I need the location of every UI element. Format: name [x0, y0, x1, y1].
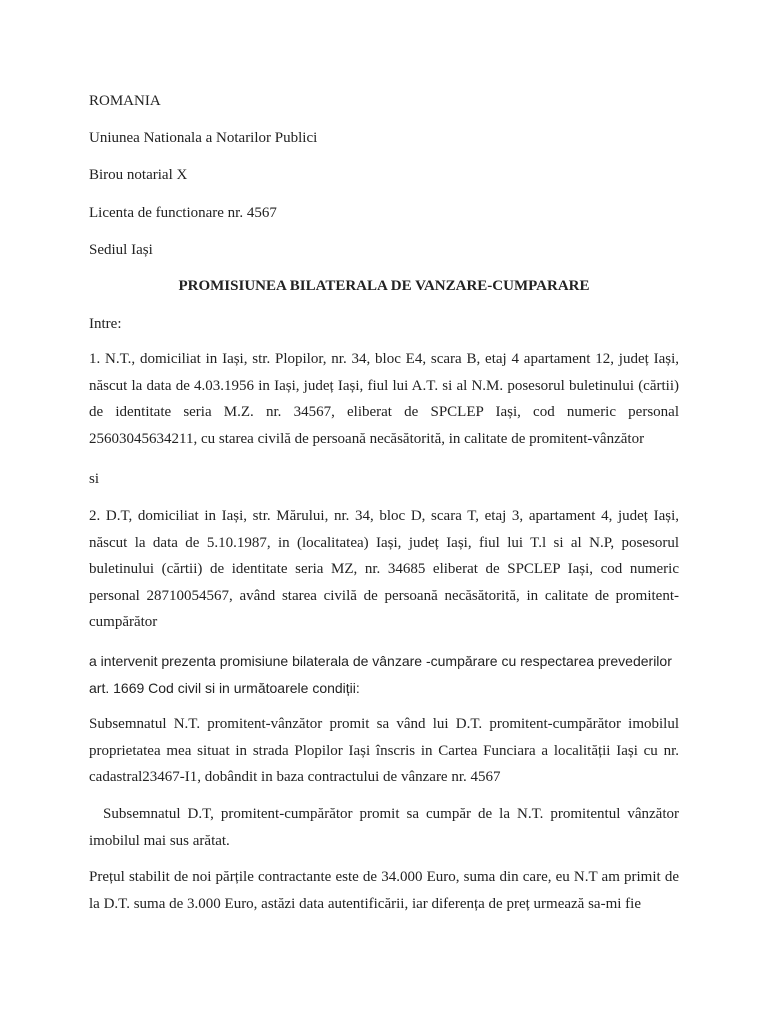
document-title: PROMISIUNEA BILATERALA DE VANZARE-CUMPARARE — [178, 278, 590, 294]
header-union: Uniunea Nationala a Notarilor Publici — [89, 130, 318, 146]
header-country: ROMANIA — [89, 93, 161, 109]
clause-three-paragraph: Prețul stabilit de noi părțile contractante este de 34.000 Euro, suma din care, eu N.T am primit de la D.T. suma de 3.000 Euro, astăzi data autentificării, iar diferența de preț urmează sa-mi fie — [89, 869, 679, 912]
conjunction-text: si — [89, 471, 100, 487]
party-two-paragraph: 2. D.T, domiciliat in Iași, str. Mărului, nr. 34, bloc D, scara T, etaj 3, apartament 4, județ Iași, născut la data de 5.10.1987, in (localitatea) Iași, județ Iași, fiul lui T.l si al N.P, posesorul buletinului (cărtii) de identitate seria MZ, nr. 34685 eliberat de SPCLEP Iași, cod numeric personal 28710054567, având starea civilă de persoană necăsătorită, in calitate de promitent-cumpărător — [89, 508, 679, 630]
clause-one-paragraph: Subsemnatul N.T. promitent-vânzător promit sa vând lui D.T. promitent-cumpărător imobilul proprietatea mea situat in strada Plopilor Iași înscris in Cartea Funciara a localității Iași cu nr. cadastral23467-I1, dobândit in baza contractului de vânzare nr. 4567 — [89, 716, 679, 785]
intro-text: Intre: — [89, 316, 122, 332]
agreement-paragraph: a intervenit prezenta promisiune bilaterala de vânzare -cumpărare cu respectarea prevederilor art. 1669 Cod civil si in următoarele condiții: — [89, 653, 672, 696]
header-seat: Sediul Iași — [89, 242, 153, 258]
clause-two-paragraph: Subsemnatul D.T, promitent-cumpărător promit sa cumpăr de la N.T. promitentul vânzător imobilul mai sus arătat. — [89, 806, 683, 849]
header-office: Birou notarial X — [89, 167, 188, 183]
header-license: Licenta de functionare nr. 4567 — [89, 205, 277, 221]
party-one-paragraph: 1. N.T., domiciliat in Iași, str. Plopilor, nr. 34, bloc E4, scara B, etaj 4 apartament 12, județ Iași, născut la data de 4.03.1956 in Iași, județ Iași, fiul lui A.T. si al N.M. posesorul buletinului (cărtii) de identitate seria M.Z. nr. 34567, eliberat de SPCLEP Iași, cod numeric personal 25603045634211, cu starea civilă de persoană necăsătorită, in calitate de promitent-vânzător — [89, 351, 679, 447]
